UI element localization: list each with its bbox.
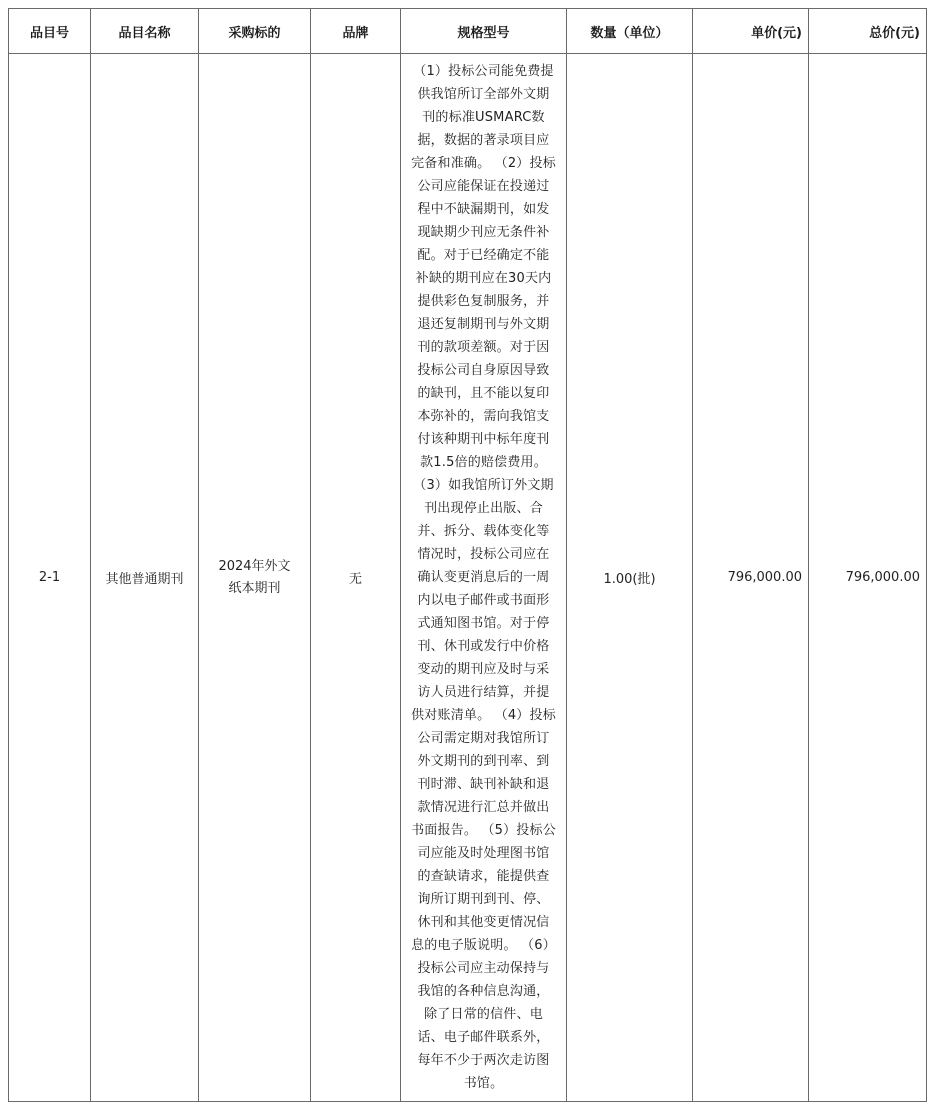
table-row (9, 54, 927, 1102)
procurement-table (8, 8, 927, 1102)
cell-item-name: 其他普通期刊 (91, 54, 199, 1102)
spec-text: （1）投标公司能免费提供我馆所订全部外文期刊的标准USMARC数据，数据的著录项目应完备和准确。 （2）投标公司应能保证在投递过程中不缺漏期刊，如发现缺期少刊应无条件补配。对于已经确定不能补缺的期刊应在30天内提供彩色复制服务，并退还复制期刊与外文期刊的款项差额。对于因投标公司自身原因导致的缺刊，且不能以复印本弥补的，需向我馆支付该种期刊中标年度刊款1.5倍的赔偿费用。 （3）如我馆所订外文期刊出现停止出版、合并、拆分、载体变化等情况时，投标公司应在确认变更消息后的一周内以电子邮件或书面形式通知图书馆。对于停刊、休刊或发行中价格变动的期刊应及时与采访人员进行结算，并提供对账清单。 （4）投标公司需定期对我馆所订外文期刊的到刊率、到刊时滞、缺刊补缺和退款情况进行汇总并做出书面报告。 （5）投标公司应能及时处理图书馆的查缺请求，能提供查询所订期刊到刊、停、休刊和其他变更情况信息的电子版说明。 （6）投标公司应主动保持与我馆的各种信息沟通，除了日常的信件、电话、电子邮件联系外，每年不少于两次走访图书馆。 (411, 64, 556, 1091)
cell-quantity: 1.00(批) (567, 54, 693, 1102)
cell-target: 2024年外文纸本期刊 (199, 54, 311, 1102)
header-quantity: 数量（单位） (567, 9, 693, 54)
header-row (9, 9, 927, 54)
header-total-price: 总价(元) (809, 9, 927, 54)
cell-brand: 无 (311, 54, 401, 1102)
header-unit-price: 单价(元) (693, 9, 809, 54)
cell-unit-price: 796,000.00 (693, 54, 809, 1102)
header-target: 采购标的 (199, 9, 311, 54)
header-spec: 规格型号 (401, 9, 567, 54)
header-item-name: 品目名称 (91, 9, 199, 54)
cell-spec (401, 54, 567, 1102)
cell-item-no: 2-1 (9, 54, 91, 1102)
cell-total-price: 796,000.00 (809, 54, 927, 1102)
header-item-no: 品目号 (9, 9, 91, 54)
header-brand: 品牌 (311, 9, 401, 54)
procurement-table-container (8, 8, 927, 1102)
